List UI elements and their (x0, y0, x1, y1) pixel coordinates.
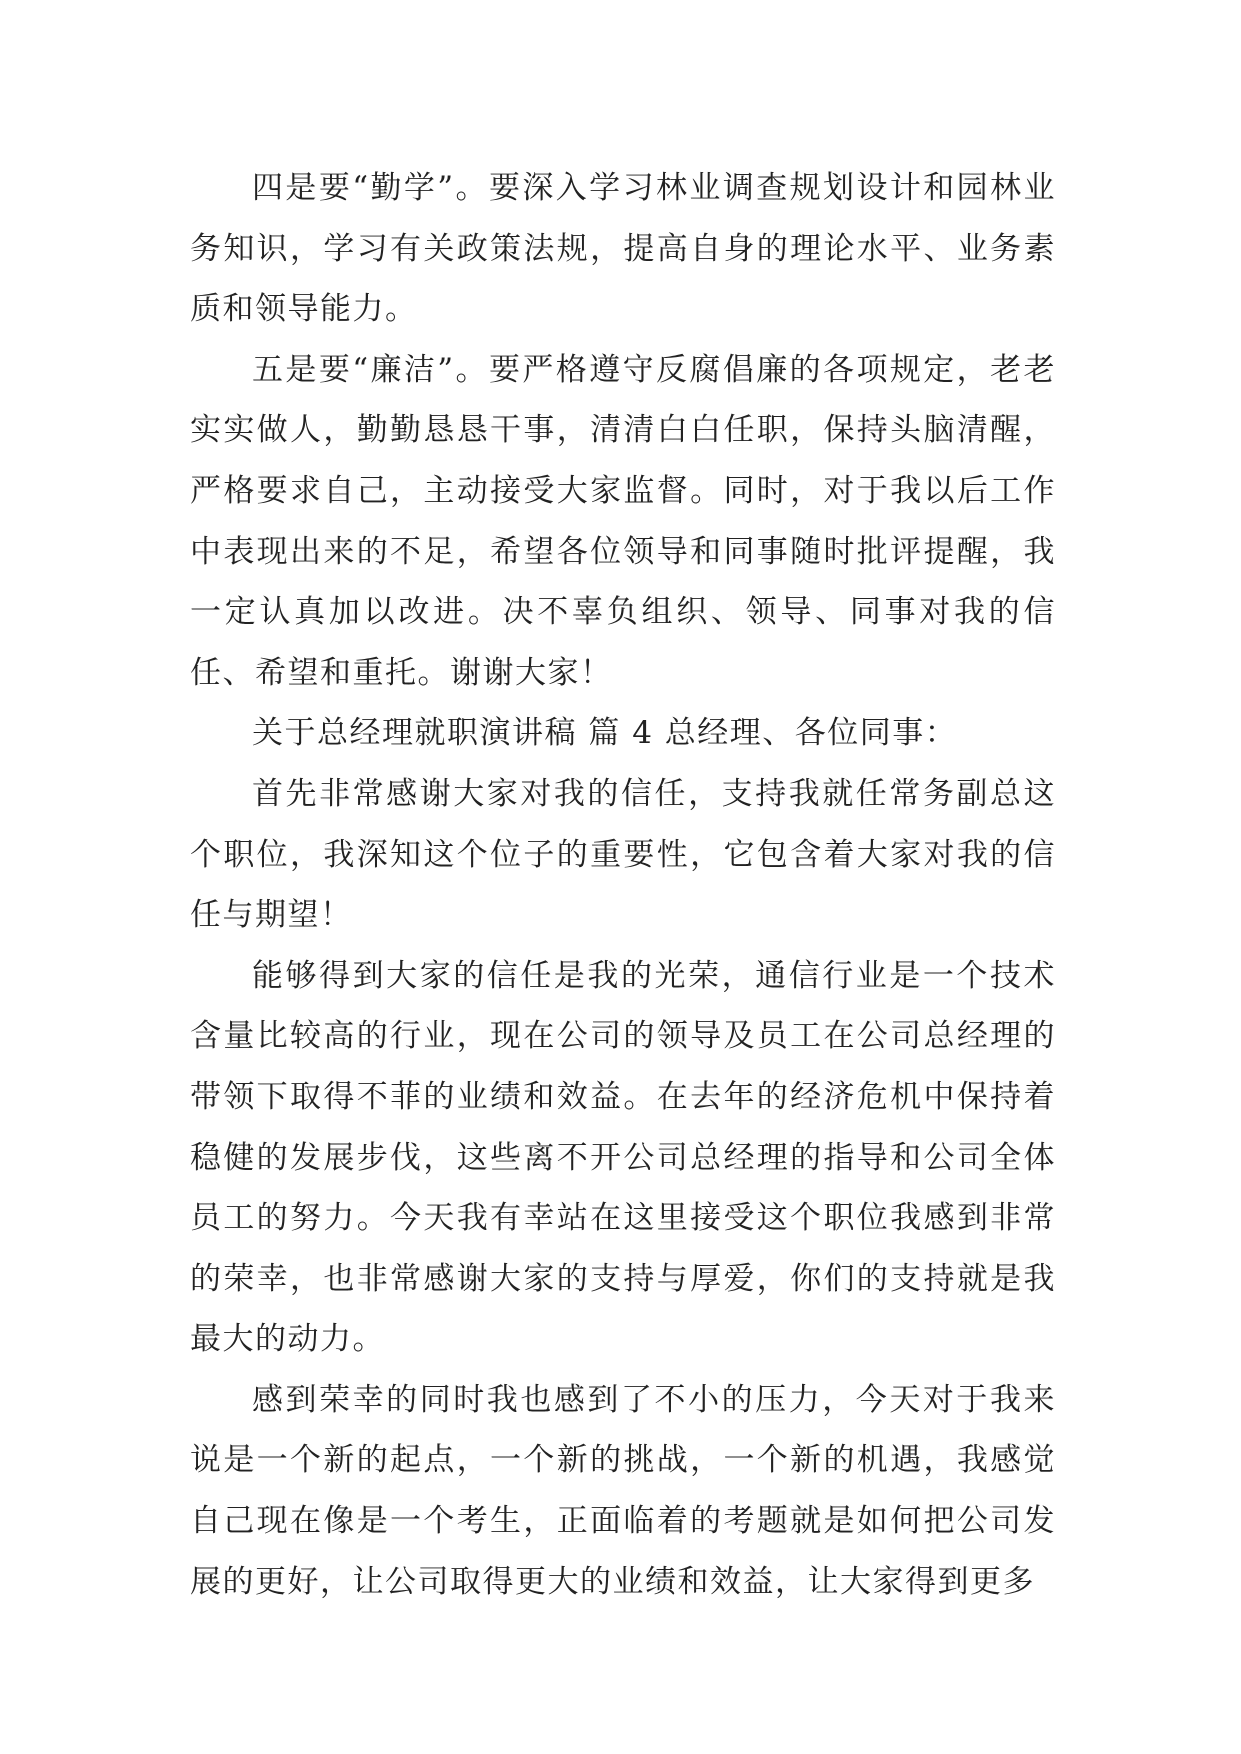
paragraph-integrity: 五是要“廉洁”。要严格遵守反腐倡廉的各项规定，老老实实做人，勤勤恳恳干事，清清白白任职，保持头脑清醒，严格要求自己，主动接受大家监督。同时，对于我以后工作中表现出来的不足，希望各位领导和同事随时批评提醒，我一定认真加以改进。决不辜负组织、领导、同事对我的信任、希望和重托。谢谢大家！ (190, 351, 1056, 691)
paragraph-diligent-study: 四是要“勤学”。要深入学习林业调查规划设计和园林业务知识，学习有关政策法规，提高自身的理论水平、业务素质和领导能力。 (190, 170, 1056, 328)
document-body (190, 158, 1056, 1612)
paragraph-pressure: 感到荣幸的同时我也感到了不小的压力，今天对于我来说是一个新的起点，一个新的挑战，一个新的机遇，我感觉自己现在像是一个考生，正面临着的考题就是如何把公司发展的更好，让公司取得更大的业绩和效益，让大家得到更多 (190, 1381, 1056, 1600)
paragraph-honor: 能够得到大家的信任是我的光荣，通信行业是一个技术含量比较高的行业，现在公司的领导及员工在公司总经理的带领下取得不菲的业绩和效益。在去年的经济危机中保持着稳健的发展步伐，这些离不开公司总经理的指导和公司全体员工的努力。今天我有幸站在这里接受这个职位我感到非常的荣幸，也非常感谢大家的支持与厚爱，你们的支持就是我最大的动力。 (190, 957, 1056, 1358)
paragraph-thanks: 首先非常感谢大家对我的信任，支持我就任常务副总这个职位，我深知这个位子的重要性，它包含着大家对我的信任与期望！ (190, 775, 1056, 934)
section-heading: 关于总经理就职演讲稿 篇 4 总经理、各位同事： (252, 715, 958, 752)
